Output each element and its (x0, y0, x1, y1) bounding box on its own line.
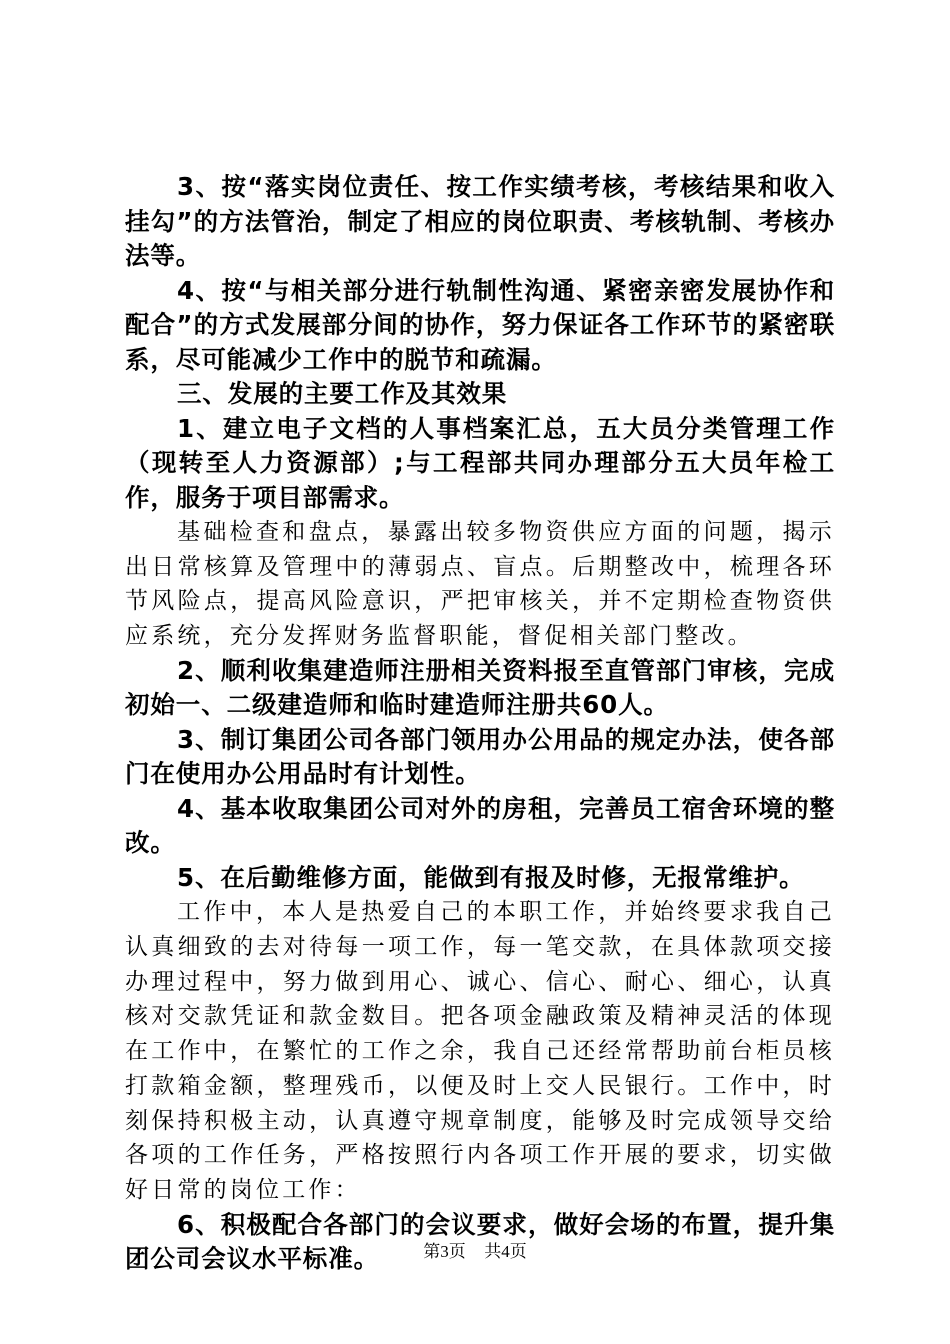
paragraph-work-4: 4、基本收取集团公司对外的房租，完善员工宿舍环境的整改。 (125, 793, 835, 858)
page-total: 共4页 (484, 1242, 527, 1261)
page-footer (0, 1237, 950, 1262)
page-number: 第3页 (423, 1242, 466, 1261)
paragraph-work-3: 3、制订集团公司各部门领用办公用品的规定办法，使各部门在使用办公用品时有计划性。 (125, 724, 835, 789)
paragraph-work-2: 2、顺利收集建造师注册相关资料报至直管部门审核，完成初始一、二级建造师和临时建造师注册共60人。 (125, 655, 835, 720)
paragraph-item-3: 3、按“落实岗位责任、按工作实绩考核，考核结果和收入挂勾”的方法管治，制定了相应的岗位职责、考核轨制、考核办法等。 (125, 172, 835, 270)
section-heading: 三、发展的主要工作及其效果 (177, 379, 508, 408)
paragraph-inspection: 基础检查和盘点，暴露出较多物资供应方面的问题，揭示出日常核算及管理中的薄弱点、盲点。后期整改中，梳理各环节风险点，提高风险意识，严把审核关，并不定期检查物资供应系统，充分发挥财务监督职能，督促相关部门整改。 (125, 519, 835, 650)
paragraph-work-1: 1、建立电子文档的人事档案汇总，五大员分类管理工作（现转至人力资源部）;与工程部共同办理部分五大员年检工作，服务于项目部需求。 (125, 413, 835, 512)
paragraph-work-6: 6、积极配合各部门的会议要求，做好会场的布置，提升集团公司会议水平标准。 (125, 1209, 835, 1274)
paragraph-work-5: 5、在后勤维修方面，能做到有报及时修，无报常维护。 (177, 862, 805, 892)
document-body (125, 170, 835, 1277)
paragraph-work-attitude: 工作中，本人是热爱自己的本职工作，并始终要求我自己认真细致的去对待每一项工作，每一笔交款，在具体款项交接办理过程中，努力做到用心、诚心、信心、耐心、细心，认真核对交款凭证和款金数目。把各项金融政策及精神灵活的体现在工作中，在繁忙的工作之余，我自己还经常帮助前台柜员核打款箱金额，整理残币，以便及时上交人民银行。工作中，时刻保持积极主动，认真遵守规章制度，能够及时完成领导交给各项的工作任务，严格按照行内各项工作开展的要求，切实做好日常的岗位工作： (125, 899, 835, 1203)
paragraph-item-4: 4、按“与相关部分进行轨制性沟通、紧密亲密发展协作和配合”的方式发展部分间的协作，努力保证各工作环节的紧密联系，尽可能减少工作中的脱节和疏漏。 (125, 275, 835, 374)
